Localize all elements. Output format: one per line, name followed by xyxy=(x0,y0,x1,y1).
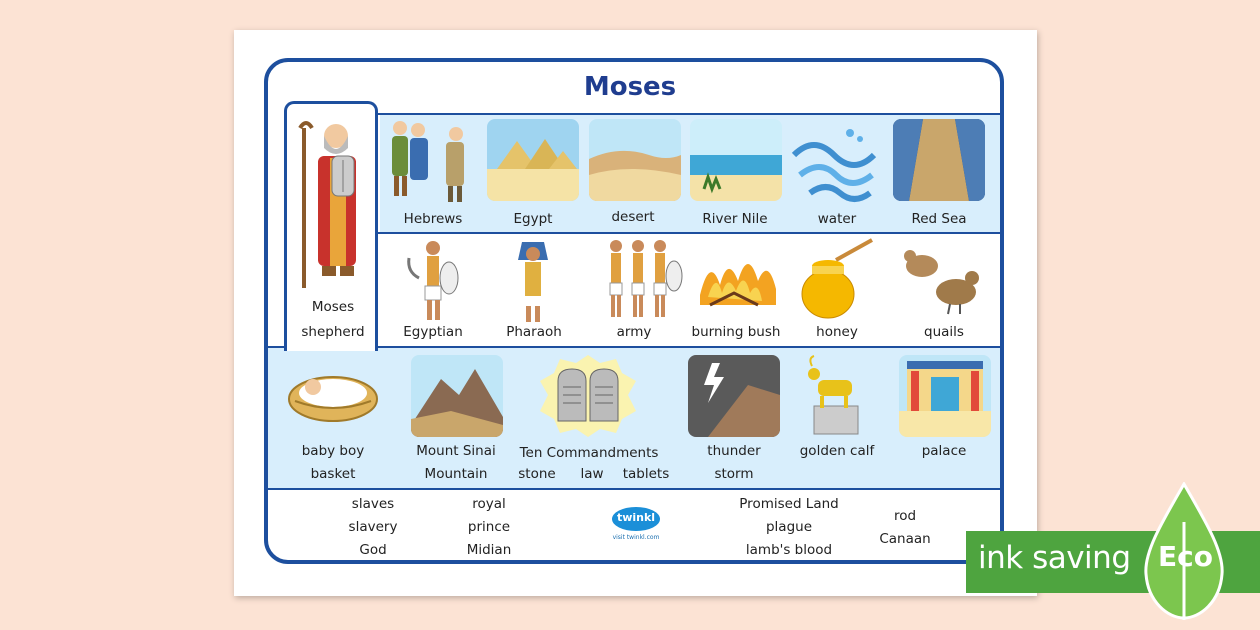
title-divider xyxy=(378,113,1002,115)
row2-label-burning-bush: burning bush xyxy=(691,324,781,340)
row1-label-river-nile: River Nile xyxy=(702,211,768,227)
page-title: Moses xyxy=(583,72,677,102)
ink-saving-text: ink saving xyxy=(978,540,1131,576)
extra-word-royal: royal xyxy=(472,496,506,512)
extra-word-lambs-blood: lamb's blood xyxy=(745,542,833,558)
palace-icon xyxy=(899,355,991,437)
shepherd-word: shepherd xyxy=(301,324,365,340)
desert-icon xyxy=(589,119,681,201)
army-icon xyxy=(600,236,684,322)
thunder-storm-icon xyxy=(688,355,780,437)
row3-label-mount-sinai: Mount Sinai xyxy=(416,443,496,459)
burning-bush-icon xyxy=(690,245,782,315)
extra-word-promised-land: Promised Land xyxy=(739,496,839,512)
extra-word-rod: rod xyxy=(893,508,917,524)
extra-word-canaan: Canaan xyxy=(879,531,931,547)
extra-word-midian: Midian xyxy=(466,542,512,558)
red-sea-icon xyxy=(893,119,985,201)
twinkl-logo xyxy=(610,505,662,545)
pharaoh-icon xyxy=(510,236,556,324)
honey-pot-icon xyxy=(800,236,874,320)
extra-word-plague: plague xyxy=(765,519,813,535)
hebrews-icon xyxy=(386,118,478,204)
row3-label-storm: storm xyxy=(714,466,754,482)
baby-basket-icon xyxy=(285,365,381,425)
row3-label-law: law xyxy=(580,466,604,482)
row3-label-golden-calf: golden calf xyxy=(799,443,875,459)
eco-label: Eco xyxy=(1158,540,1213,573)
egyptian-soldier-icon xyxy=(405,238,461,322)
row3-label-stone: stone xyxy=(518,466,556,482)
row2-label-army: army xyxy=(616,324,652,340)
pyramids-icon xyxy=(487,119,579,201)
row3-label-thunder: thunder xyxy=(707,443,761,459)
row1-divider xyxy=(378,232,1002,234)
row3-label-ten-commandments: Ten Commandments xyxy=(519,445,659,461)
twinkl-logo-brand: twinkl xyxy=(616,511,656,524)
row2-divider xyxy=(268,346,1002,348)
row3-label-palace: palace xyxy=(921,443,967,459)
row3-label-mountain: Mountain xyxy=(424,466,488,482)
row2-label-pharaoh: Pharaoh xyxy=(506,324,562,340)
golden-calf-icon xyxy=(806,352,864,436)
stone-tablets-icon xyxy=(538,355,638,437)
extra-word-god: God xyxy=(359,542,387,558)
row3-label-tablets: tablets xyxy=(622,466,670,482)
river-nile-icon xyxy=(690,119,782,201)
row1-label-hebrews: Hebrews xyxy=(403,211,463,227)
row2-label-egyptian: Egyptian xyxy=(403,324,463,340)
row2-label-quails: quails xyxy=(924,324,964,340)
row1-label-red-sea: Red Sea xyxy=(911,211,967,227)
row1-label-water: water xyxy=(817,211,857,227)
extra-word-prince: prince xyxy=(467,519,511,535)
row3-divider xyxy=(268,488,1002,490)
mountain-icon xyxy=(411,355,503,437)
row1-label-desert: desert xyxy=(611,209,655,225)
row3-label-baby-boy: baby boy xyxy=(301,443,365,459)
twinkl-logo-url: visit twinkl.com xyxy=(612,534,660,541)
moses-icon xyxy=(292,118,370,293)
row3-label-basket: basket xyxy=(310,466,356,482)
row1-label-egypt: Egypt xyxy=(513,211,553,227)
water-icon xyxy=(790,125,882,203)
extra-word-slaves: slaves xyxy=(351,496,395,512)
extra-word-slavery: slavery xyxy=(348,519,398,535)
moses-word: Moses xyxy=(311,299,355,315)
quails-icon xyxy=(900,242,988,318)
row2-label-honey: honey xyxy=(816,324,858,340)
